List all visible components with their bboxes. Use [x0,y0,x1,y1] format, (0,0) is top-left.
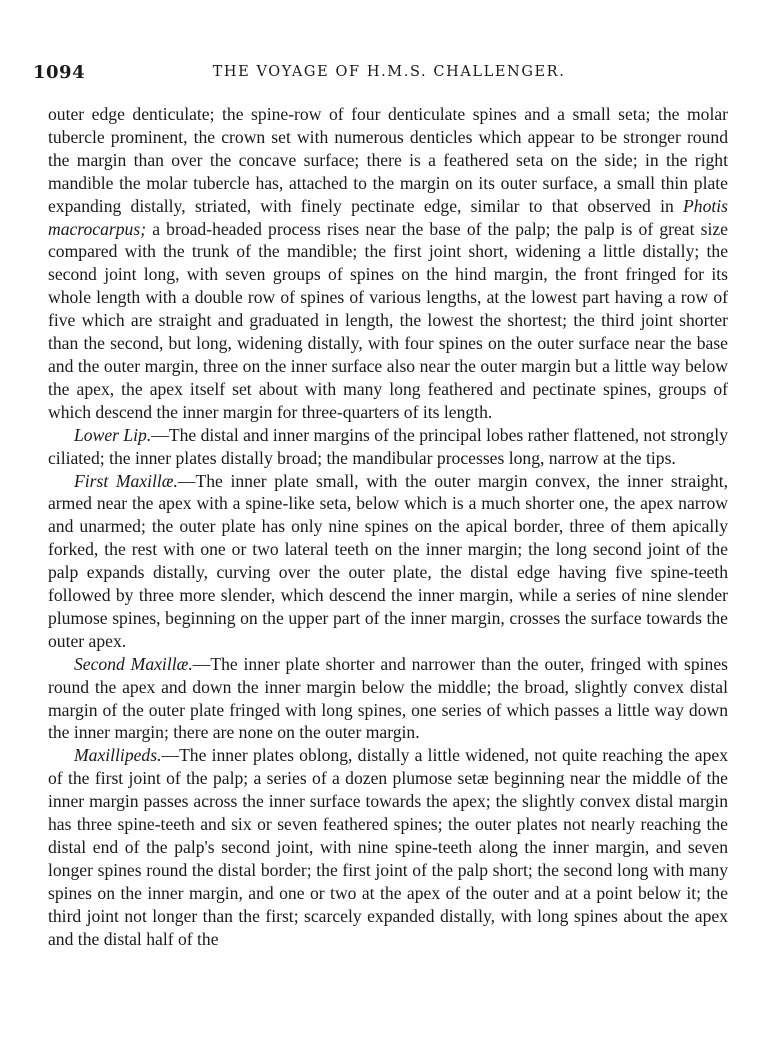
section-heading: First Maxillæ. [74,470,178,491]
paragraph-text: outer edge denticulate; the spine-row of four denticulate spines and a small seta; the molar tubercle prominent, the crown set with numerous denticles which appear to be stronger round the margin than over the concave surface; there is a feathered seta on the side; in the right mandible the molar tubercle has, attached to the margin on its outer surface, a small thin plate expanding distally, striated, with finely pectinate edge, similar to that observed in [48,104,728,216]
running-title: THE VOYAGE OF H.M.S. CHALLENGER. [212,64,566,80]
section-heading: Second Maxillæ. [74,653,193,674]
paragraph-text: —The inner plates oblong, distally a little widened, not quite reaching the apex of the first joint of the palp; a series of a dozen plumose setæ beginning near the middle of the inner margin passes across the inner surface towards the apex; the slightly convex distal margin has three spine-teeth and six or seven feathered spines; the outer plates not nearly reaching the distal end of the palp's second joint, with nine spine-teeth along the inner margin, and seven longer spines round the distal border; the first joint of the palp short; the second long with many spines on the inner margin, and one or two at the apex of the outer and at a point below it; the third joint not longer than the first; scarcely expanded distally, with long spines about the apex and the distal half of the [48,745,728,949]
section-heading: Lower Lip. [74,424,152,445]
paragraph-maxillipeds [48,744,728,950]
paragraph-text: —The inner plate small, with the outer margin convex, the inner straight, armed near the apex with a spine-like seta, below which is a much shorter one, the apex narrow and unarmed; the outer plate has only nine spines on the apical border, three of them apically forked, the rest with one or two lateral teeth on the inner margin; the long second joint of the palp expands distally, curving over the outer plate, the distal edge having five spine-teeth followed by three more slender, which descend the inner margin, while a series of nine slender plumose spines, beginning on the upper part of the inner margin, crosses the surface towards the outer apex. [48,470,728,651]
page-header [33,62,745,84]
species-name: Photis macrocarpus; [48,195,728,239]
section-heading: Maxillipeds. [74,745,162,766]
paragraph-text: —The distal and inner margins of the principal lobes rather flattened, not strongly ciliated; the inner plates distally broad; the mandibular processes long, narrow at the tips. [48,424,728,468]
page-number: 1094 [33,62,86,83]
paragraph-lower-lip [48,424,728,470]
paragraph-text: a broad-headed process rises near the base of the palp; the palp is of great size compared with the trunk of the mandible; the first joint short, widening a little distally; the second joint long, with seven groups of spines on the hind margin, the front fringed for its whole length with a double row of spines of various lengths, at the lowest part having a row of five which are straight and graduated in length, the lowest the shortest; the third joint shorter than the second, but long, widening distally, with four spines on the outer surface near the base and the outer margin, three on the inner surface also near the outer margin but a little way below the apex, the apex itself set about with many long feathered and pectinate spines, groups of which descend the inner margin for three-quarters of its length. [48,218,728,422]
paragraph-first-maxillae [48,470,728,653]
paragraph-text: —The inner plate shorter and narrower than the outer, fringed with spines round the apex and down the inner margin below the middle; the broad, slightly convex distal margin of the outer plate fringed with long spines, one series of which passes a little way down the inner margin; there are none on the outer margin. [48,653,728,743]
body-text [48,103,728,951]
paragraph-mandible [48,103,728,424]
paragraph-second-maxillae [48,653,728,745]
